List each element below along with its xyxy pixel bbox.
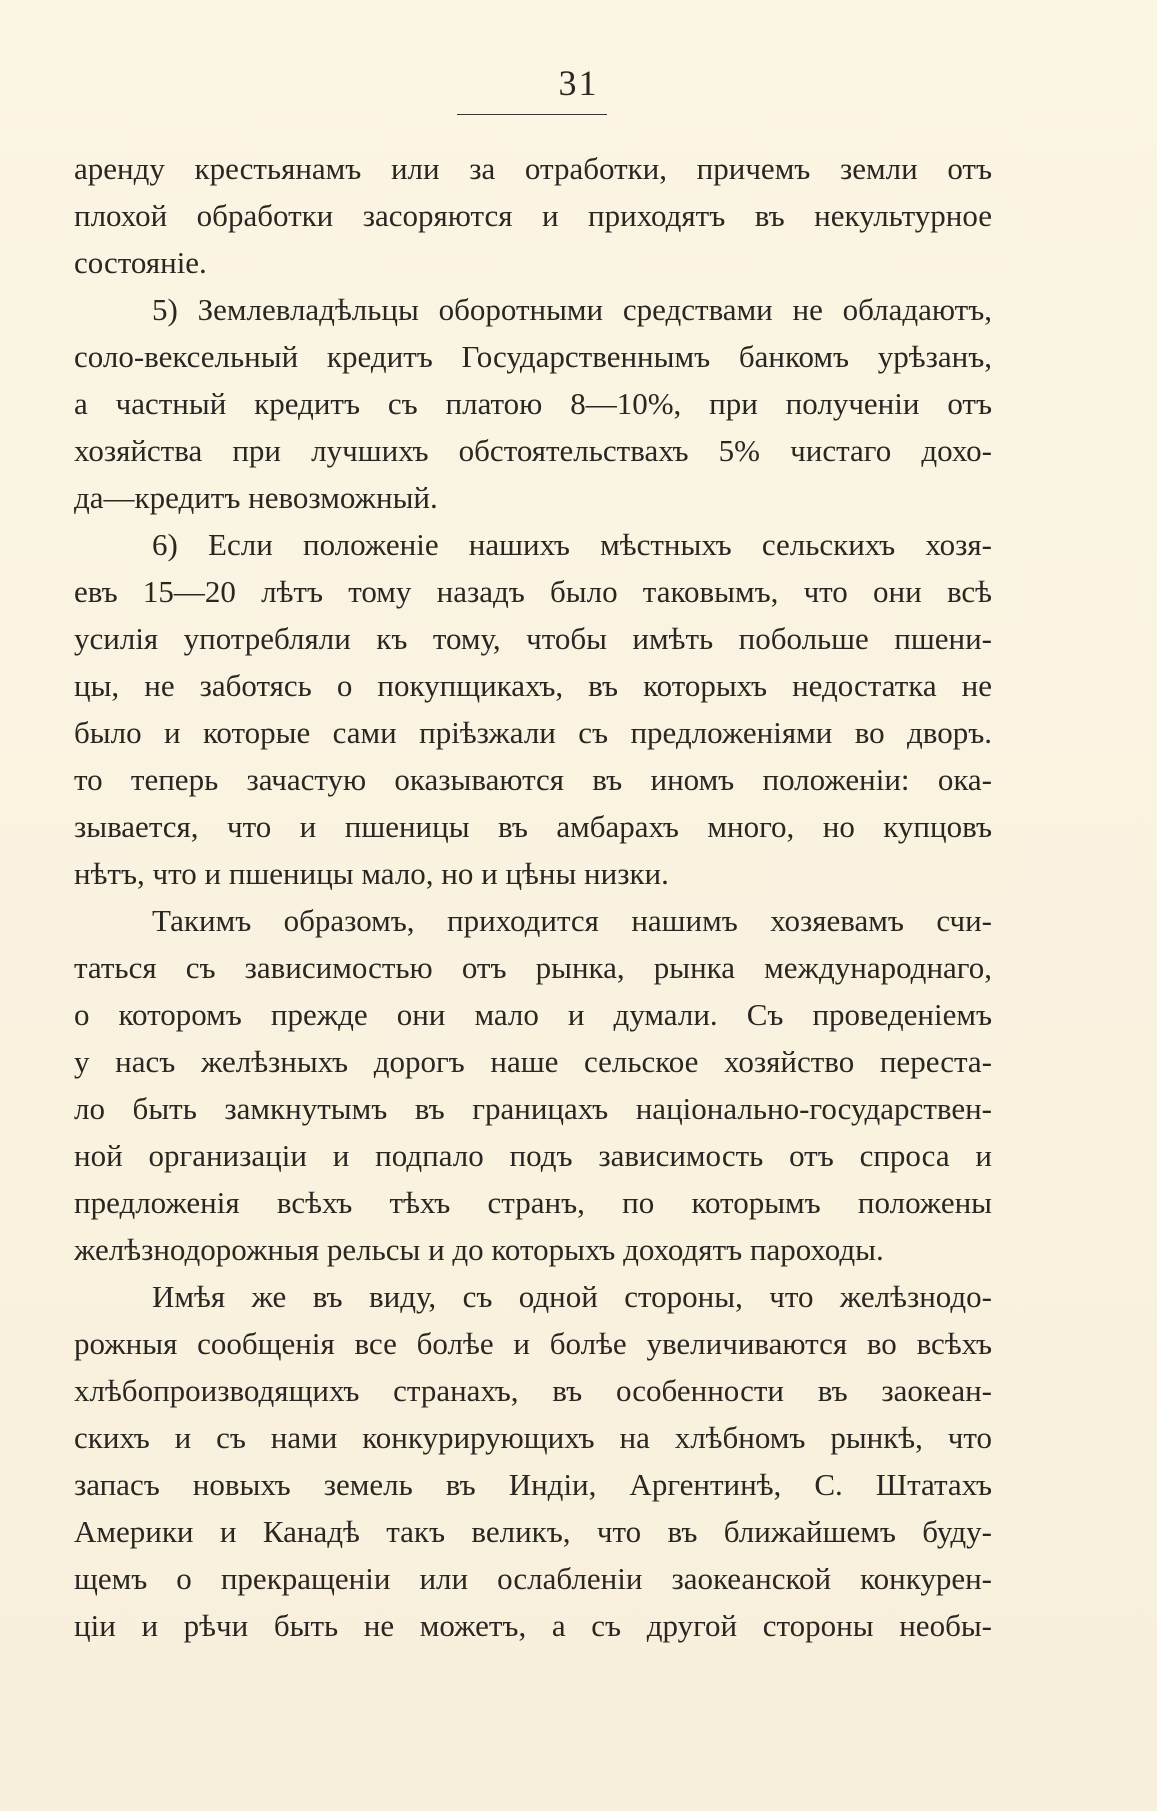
text-line: усилія употребляли къ тому, чтобы имѣть побольше пшени- [74, 621, 992, 656]
text-line: запасъ новыхъ земель въ Индіи, Аргентинѣ, С. Штатахъ [74, 1467, 992, 1502]
text-line: таться съ зависимостью отъ рынка, рынка международнаго, [74, 950, 992, 985]
text-line: плохой обработки засоряются и приходятъ въ некультурное [74, 198, 992, 233]
text-line: 5) Землевладѣльцы оборотными средствами не обладаютъ, [152, 292, 992, 327]
text-line: хлѣбопроизводящихъ странахъ, въ особенности въ заокеан- [74, 1373, 992, 1408]
text-line: евъ 15—20 лѣтъ тому назадъ было таковымъ, что они всѣ [74, 574, 992, 609]
text-line: аренду крестьянамъ или за отработки, причемъ земли отъ [74, 151, 992, 186]
text-line: хозяйства при лучшихъ обстоятельствахъ 5% чистаго дохо- [74, 433, 992, 468]
text-line: 6) Если положеніе нашихъ мѣстныхъ сельскихъ хозя- [152, 527, 992, 562]
header-rule [457, 114, 607, 115]
text-line: а частный кредитъ съ платою 8—10%, при полученіи отъ [74, 386, 992, 421]
text-line: у насъ желѣзныхъ дорогъ наше сельское хозяйство переста- [74, 1044, 992, 1079]
text-line: было и которые сами пріѣзжали съ предложеніями во дворъ. [74, 715, 992, 750]
text-line: то теперь зачастую оказываются въ иномъ положеніи: ока- [74, 762, 992, 797]
text-line: Америки и Канадѣ такъ великъ, что въ ближайшемъ буду- [74, 1514, 992, 1549]
text-line: Имѣя же въ виду, съ одной стороны, что желѣзнодо- [152, 1279, 992, 1314]
body-text [74, 145, 992, 1649]
text-line: скихъ и съ нами конкурирующихъ на хлѣбномъ рынкѣ, что [74, 1420, 992, 1455]
text-line: желѣзнодорожныя рельсы и до которыхъ доходятъ пароходы. [74, 1232, 884, 1267]
text-line: цы, не заботясь о покупщикахъ, въ которыхъ недостатка не [74, 668, 992, 703]
text-line: предложенія всѣхъ тѣхъ странъ, по которымъ положены [74, 1185, 992, 1220]
text-line: ло быть замкнутымъ въ границахъ національно-государствен- [74, 1091, 992, 1126]
text-line: соло-вексельный кредитъ Государственнымъ банкомъ урѣзанъ, [74, 339, 992, 374]
text-line: зывается, что и пшеницы въ амбарахъ много, но купцовъ [74, 809, 992, 844]
page-number: 31 [558, 63, 599, 103]
text-line: рожныя сообщенія все болѣе и болѣе увеличиваются во всѣхъ [74, 1326, 992, 1361]
text-line: ной организаціи и подпало подъ зависимость отъ спроса и [74, 1138, 992, 1173]
text-line: да—кредитъ невозможный. [74, 480, 438, 515]
text-line: Такимъ образомъ, приходится нашимъ хозяевамъ счи- [152, 903, 992, 938]
text-line: ціи и рѣчи быть не можетъ, а съ другой стороны необы- [74, 1608, 992, 1643]
text-line: состояніе. [74, 245, 207, 280]
text-line: о которомъ прежде они мало и думали. Съ проведеніемъ [74, 997, 992, 1032]
text-line: нѣтъ, что и пшеницы мало, но и цѣны низки. [74, 856, 669, 891]
text-line: щемъ о прекращеніи или ослабленіи заокеанской конкурен- [74, 1561, 992, 1596]
